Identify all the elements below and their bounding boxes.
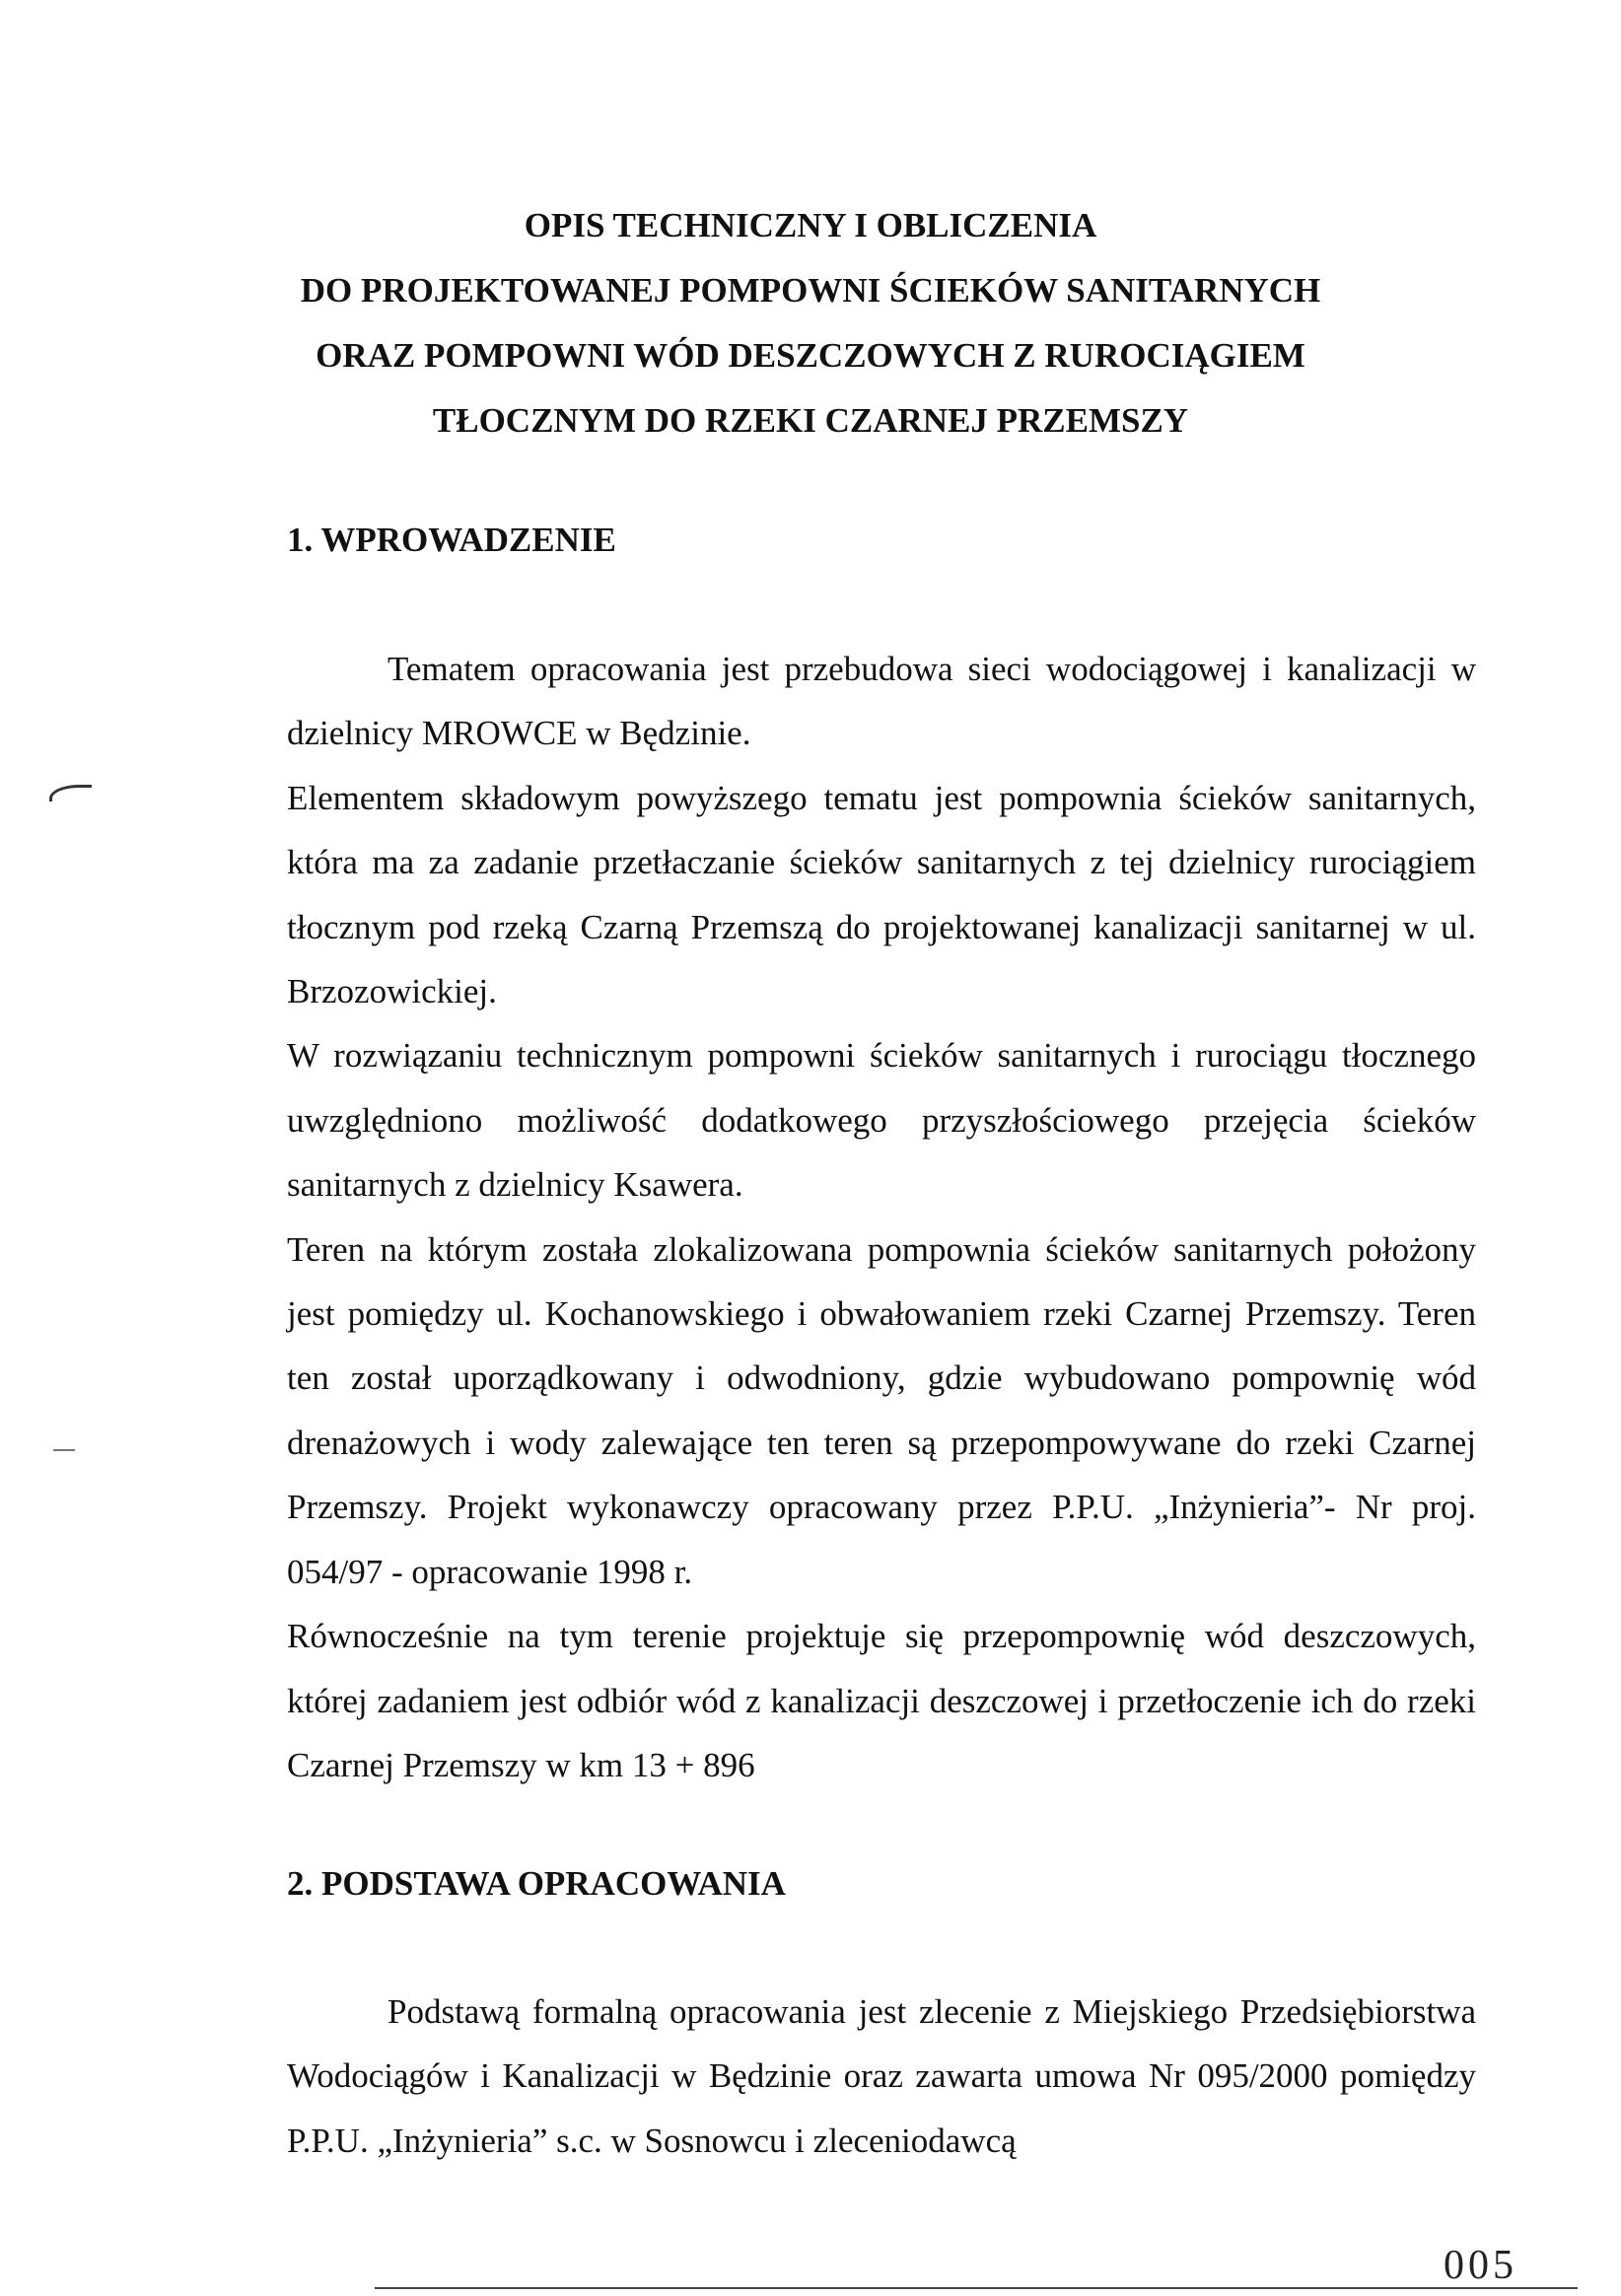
title-line: TŁOCZNYM DO RZEKI CZARNEJ PRZEMSZY: [432, 401, 1189, 440]
title-line: ORAZ POMPOWNI WÓD DESZCZOWYCH Z RUROCIĄGIEM: [316, 336, 1305, 375]
title-line: OPIS TECHNICZNY I OBLICZENIA: [524, 206, 1097, 244]
scan-mark-icon: [49, 785, 92, 801]
scan-dash-icon: [53, 1449, 75, 1451]
paragraph: Podstawą formalną opracowania jest zlecenie z Miejskiego Przedsiębiorstwa Wodociągów i Kanalizacji w Będzinie oraz zawarta umowa Nr 095/2000 pomiędzy P.P.U. „Inżynieria” s.c. w Sosnowcu i zleceniodawcą: [287, 1992, 1476, 2160]
section-heading-introduction: 1. WPROWADZENIE: [287, 521, 616, 559]
section-basis-body: [287, 1980, 1476, 2173]
footer-rule: [375, 2287, 1578, 2289]
paragraph: Teren na którym została zlokalizowana pompownia ścieków sanitarnych położony jest pomiędzy ul. Kochanowskiego i obwałowaniem rzeki Czarnej Przemszy. Teren ten został uporządkowany i odwodniony, gdzie wybudowano pompownię wód drenażowych i wody zalewające ten teren są przepompowywane do rzeki Czarnej Przemszy. Projekt wykonawczy opracowany przez P.P.U. „Inżynieria”- Nr proj. 054/97 - opracowanie 1998 r.: [287, 1229, 1476, 1591]
paragraph: Równocześnie na tym terenie projektuje się przepompownię wód deszczowych, której zadaniem jest odbiór wód z kanalizacji deszczowej i przetłoczenie ich do rzeki Czarnej Przemszy w km 13 + 896: [287, 1617, 1476, 1784]
section-heading-basis: 2. PODSTAWA OPRACOWANIA: [287, 1864, 786, 1903]
paragraph: W rozwiązaniu technicznym pompowni ścieków sanitarnych i rurociągu tłocznego uwzględniono możliwość dodatkowego przyszłościowego przejęcia ścieków sanitarnych z dzielnicy Ksawera.: [287, 1036, 1476, 1205]
document-title: [0, 193, 1621, 453]
paragraph: Elementem składowym powyższego tematu jest pompownia ścieków sanitarnych, która ma za zadanie przetłaczanie ścieków sanitarnych z tej dzielnicy rurociągiem tłocznym pod rzeką Czarną Przemszą do projektowanej kanalizacji sanitarnej w ul. Brzozowickiej.: [287, 778, 1476, 1011]
section-introduction-body: [287, 637, 1476, 1797]
paragraph: Tematem opracowania jest przebudowa sieci wodociągowej i kanalizacji w dzielnicy MROWCE w Będzinie.: [287, 650, 1476, 753]
title-line: DO PROJEKTOWANEJ POMPOWNI ŚCIEKÓW SANITARNYCH: [300, 271, 1321, 310]
page-number: 005: [1444, 2243, 1517, 2288]
